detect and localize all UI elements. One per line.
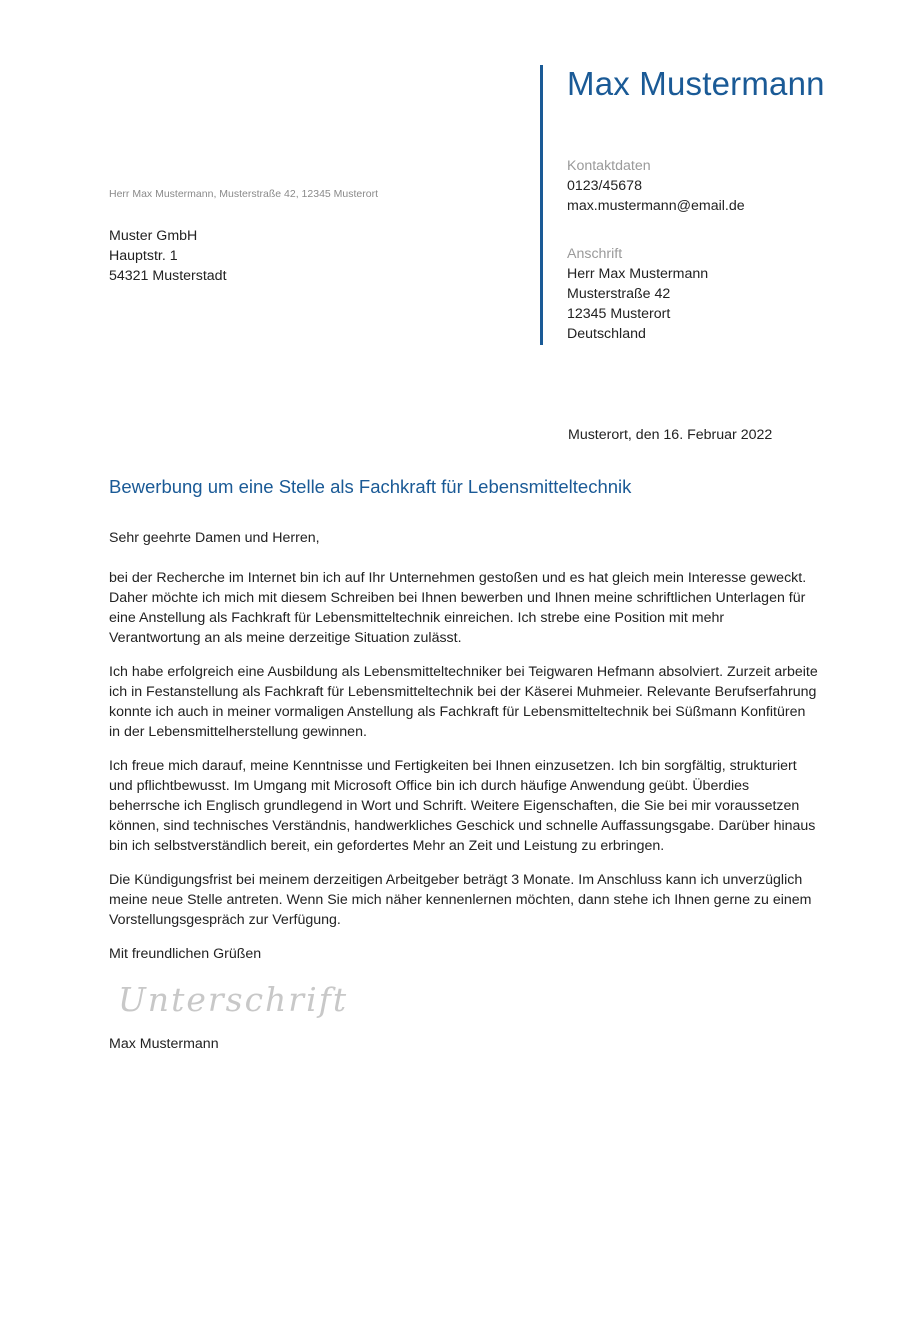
- recipient-line: 54321 Musterstadt: [109, 268, 227, 284]
- body-paragraph: Ich freue mich darauf, meine Kenntnisse und Fertigkeiten bei Ihnen einzusetzen. Ich bin sorgfältig, strukturiert und pflichtbewusst. Im Umgang mit Microsoft Office bin ich durch häufige Anwendung geübt. Überdies beherrsche ich Englisch grundlegend in Wort und Schrift. Weitere Eigenschaften, die Sie bei mir voraussetzen können, sind technisches Verständnis, handwerkliches Geschick und schnelle Auffassungsgabe. Darüber hinaus bin ich selbstverständlich bereit, ein gefordertes Mehr an Zeit und Leistung zu erbringen.: [109, 758, 816, 854]
- contact-block: [567, 156, 745, 216]
- address-block: [567, 244, 708, 344]
- address-line: Herr Max Mustermann: [567, 266, 709, 282]
- contact-heading: Kontaktdaten: [567, 158, 651, 174]
- body-paragraph: Ich habe erfolgreich eine Ausbildung als Lebensmitteltechniker bei Teigwaren Hefmann absolviert. Zurzeit arbeite ich in Festanstellung als Fachkraft für Lebensmitteltechnik bei der Käserei Muhmeier. Relevante Berufserfahrung konnte ich auch in meiner vormaligen Anstellung als Fachkraft für Lebensmitteltechnik bei Süßmann Konfitüren in der Lebensmittelherstellung gewinnen.: [109, 664, 818, 740]
- closing: Mit freundlichen Grüßen: [109, 946, 262, 962]
- address-line: Deutschland: [567, 326, 646, 342]
- signer-name: Max Mustermann: [109, 1036, 219, 1052]
- sender-return-line: Herr Max Mustermann, Musterstraße 42, 12345 Musterort: [109, 188, 379, 200]
- address-line: Musterstraße 42: [567, 286, 671, 302]
- address-line: 12345 Musterort: [567, 306, 671, 322]
- email-address: max.mustermann@email.de: [567, 198, 745, 214]
- address-heading: Anschrift: [567, 246, 623, 262]
- signature: Unterschrift: [118, 980, 349, 1019]
- letter-subject: Bewerbung um eine Stelle als Fachkraft für Lebensmitteltechnik: [109, 476, 632, 497]
- header-sidebar: [540, 65, 843, 345]
- body-paragraph: bei der Recherche im Internet bin ich auf Ihr Unternehmen gestoßen und es hat gleich mein Interesse geweckt. Daher möchte ich mich mit diesem Schreiben bei Ihnen bewerben und Ihnen meine schriftlichen Unterlagen für eine Anstellung als Fachkraft für Lebensmitteltechnik einreichen. Ich strebe eine Position mit mehr Verantwortung an als meine derzeitige Situation zulässt.: [109, 570, 807, 646]
- recipient-address: [109, 226, 227, 286]
- recipient-line: Muster GmbH: [109, 228, 198, 244]
- recipient-line: Hauptstr. 1: [109, 248, 178, 264]
- salutation: Sehr geehrte Damen und Herren,: [109, 530, 320, 546]
- phone-number: 0123/45678: [567, 178, 642, 194]
- body-paragraph: Die Kündigungsfrist bei meinem derzeitigen Arbeitgeber beträgt 3 Monate. Im Anschluss kann ich unverzüglich meine neue Stelle antreten. Wenn Sie mich näher kennenlernen möchten, dann stehe ich Ihnen gerne zu einem Vorstellungsgespräch zur Verfügung.: [109, 872, 812, 928]
- letter-body: [109, 528, 819, 978]
- applicant-name: Max Mustermann: [567, 65, 825, 102]
- letter-date: Musterort, den 16. Februar 2022: [568, 427, 773, 443]
